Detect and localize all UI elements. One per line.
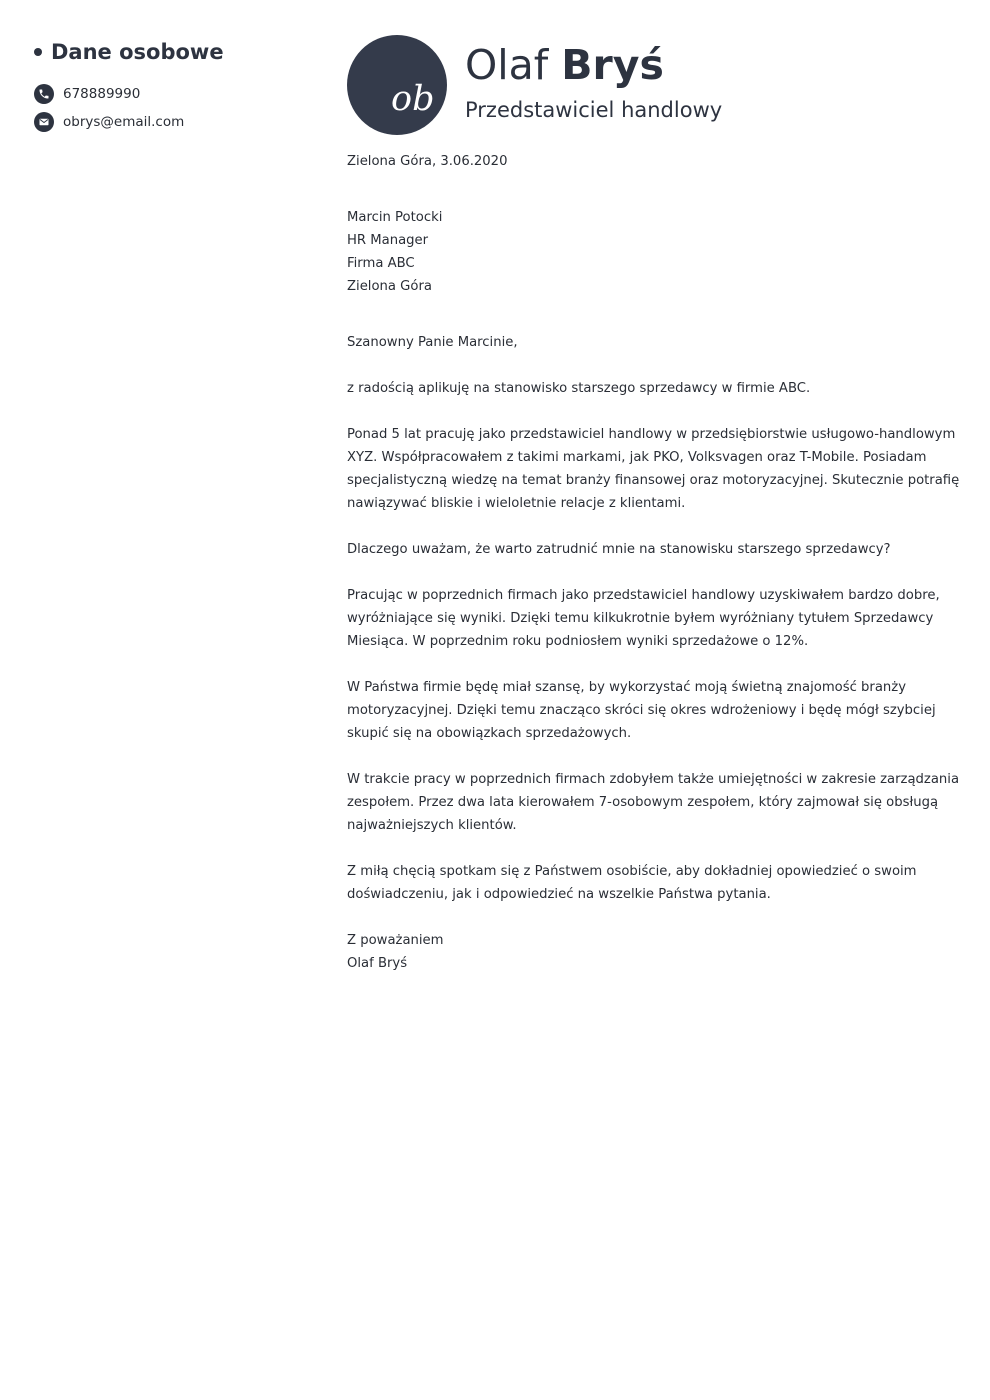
recipient-position: HR Manager: [347, 233, 429, 248]
paragraph: Dlaczego uważam, że warto zatrudnić mnie na stanowisku starszego sprzedawcy?: [347, 542, 891, 557]
job-title: Przedstawiciel handlowy: [465, 98, 723, 122]
recipient-city: Zielona Góra: [347, 279, 432, 294]
letter-header: [347, 35, 967, 135]
last-name: Bryś: [561, 41, 664, 89]
envelope-icon: [34, 112, 54, 132]
email-address: obrys@email.com: [63, 114, 185, 130]
monogram-initials: ob: [391, 79, 435, 119]
personal-data-heading: [34, 36, 314, 68]
phone-row: [34, 80, 314, 108]
section-title: Dane osobowe: [51, 40, 224, 64]
recipient-block: [347, 206, 962, 298]
paragraph: Pracując w poprzednich firmach jako przedstawiciel handlowy uzyskiwałem bardzo dobre, wyróżniające się wyniki. Dzięki temu kilkukrotnie byłem wyróżniany tytułem Sprzedawcy Miesiąca. W poprzednim roku podniosłem wyniki sprzedażowe o 12%.: [347, 588, 940, 649]
sidebar: [34, 36, 314, 136]
closing-block: [347, 929, 962, 975]
closing: Z poważaniem: [347, 933, 444, 948]
paragraph: z radością aplikuję na stanowisko starszego sprzedawcy w firmie ABC.: [347, 381, 811, 396]
phone-number: 678889990: [63, 86, 141, 102]
paragraph: Z miłą chęcią spotkam się z Państwem osobiście, aby dokładniej opowiedzieć o swoim doświadczeniu, jak i odpowiedzieć na wszelkie Państwa pytania.: [347, 864, 917, 902]
phone-icon: [34, 84, 54, 104]
place-and-date: Zielona Góra, 3.06.2020: [347, 154, 508, 169]
monogram-avatar: [347, 35, 447, 135]
paragraph: W trakcie pracy w poprzednich firmach zdobyłem także umiejętności w zakresie zarządzania zespołem. Przez dwa lata kierowałem 7-osobowym zespołem, który zajmował się obsługą najważniejszych klientów.: [347, 772, 960, 833]
email-row: [34, 108, 314, 136]
signature: Olaf Bryś: [347, 956, 408, 971]
paragraph: W Państwa firmie będę miał szansę, by wykorzystać moją świetną znajomość branży motoryzacyjnej. Dzięki temu znacząco skróci się okres wdrożeniowy i będę mógł szybciej skupić się na obowiązkach sprzedażowych.: [347, 680, 936, 741]
letter-body: [347, 150, 962, 975]
recipient-name: Marcin Potocki: [347, 210, 443, 225]
applicant-name: [465, 39, 664, 91]
recipient-company: Firma ABC: [347, 256, 415, 271]
paragraph: Ponad 5 lat pracuję jako przedstawiciel handlowy w przedsiębiorstwie usługowo-handlowym XYZ. Współpracowałem z takimi markami, jak PKO, Volksvagen oraz T-Mobile. Posiadam specjalistyczną wiedzę na temat branży finansowej oraz motoryzacyjnej. Skutecznie potrafię nawiązywać bliskie i wieloletnie relacje z klientami.: [347, 427, 960, 511]
greeting: Szanowny Panie Marcinie,: [347, 335, 518, 350]
bullet-icon: [34, 48, 42, 56]
first-name: Olaf: [465, 41, 549, 89]
